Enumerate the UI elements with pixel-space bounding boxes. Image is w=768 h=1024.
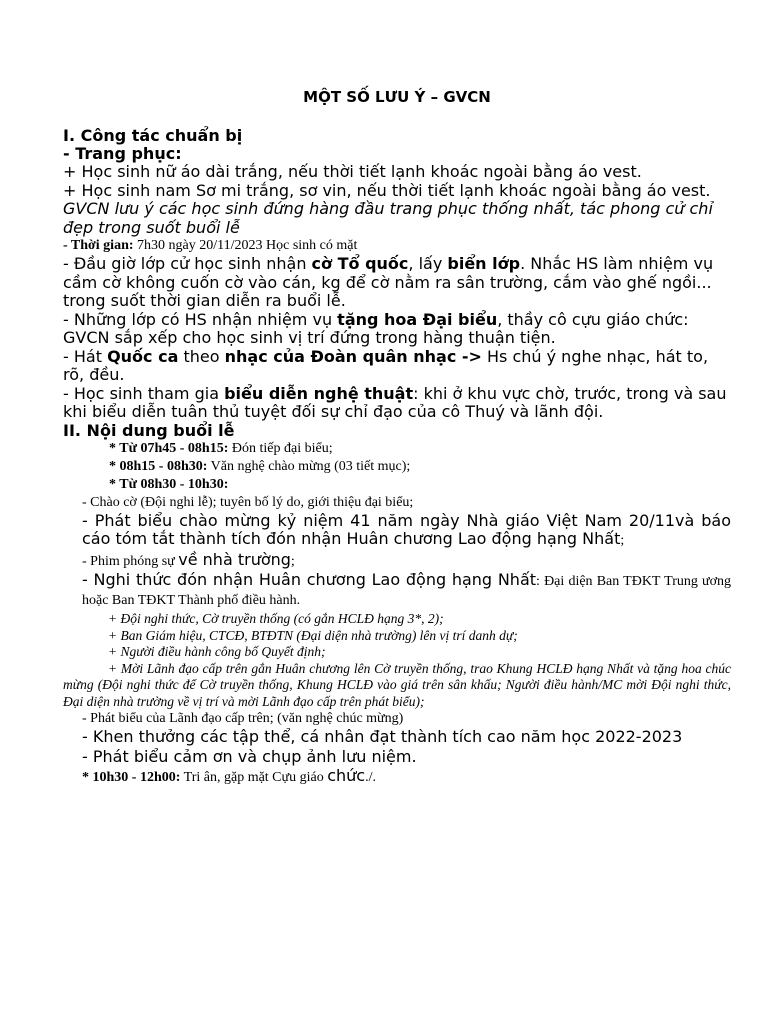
speech-end: ; [620, 533, 625, 548]
item-leader-speech: - Phát biểu của Lãnh đạo cấp trên; (văn nghệ chúc mừng) [82, 711, 404, 726]
alumni-text-1: Tri ân, gặp mặt Cựu giáo [180, 770, 328, 785]
item-documentary [63, 551, 731, 572]
perf-text-2: : khi ở khu vực chờ, trước, trong và sau khi biểu diễn tuân thủ tuyệt đối sự chỉ đạo của cô Thuý và lãnh đội. [63, 383, 727, 421]
flag-text-3: . Nhắc HS làm nhiệm vụ cầm cờ không cuốn cờ vào cán, kg để cờ nằm ra sân trường, cắm vào ghế ngồi... trong suốt thời gian diễn ra buổi lễ. [63, 254, 714, 310]
schedule-text: Văn nghệ chào mừng (03 tiết mục); [207, 458, 411, 474]
item-thanks: - Phát biểu cảm ơn và chụp ảnh lưu niệm. [82, 746, 417, 766]
flag-bold-1: cờ Tổ quốc [311, 254, 409, 273]
flower-instruction [63, 311, 731, 348]
film-text-3: ; [290, 553, 295, 569]
time-value: 7h30 ngày 20/11/2023 Học sinh có mặt [133, 238, 358, 253]
anthem-text-3: Hs chú ý nghe nhạc, hát to, rõ, đều. [63, 346, 709, 384]
ceremony-text-1: - Nghi thức đón nhận Huân chương Lao động hạng Nhất [82, 570, 537, 589]
dress-female-line: + Học sinh nữ áo dài trắng, nếu thời tiết lạnh khoác ngoài bằng áo vest. [63, 162, 642, 181]
section-heading-program: II. Nội dung buổi lễ [63, 420, 235, 440]
dress-heading: - Trang phục: [63, 144, 182, 163]
anthem-text-2: theo [178, 346, 225, 366]
ceremony-sub-3: + Người điều hành công bố Quyết định; [108, 644, 326, 659]
perf-text-1: - Học sinh tham gia [63, 383, 225, 403]
schedule-time: * Từ 07h45 - 08h15: [109, 440, 229, 456]
schedule-text: Đón tiếp đại biểu; [228, 440, 333, 456]
time-line [63, 237, 731, 255]
flower-bold-1: tặng hoa Đại biểu [337, 309, 498, 329]
anthem-instruction [63, 348, 731, 385]
flag-bold-2: biển lớp [447, 254, 521, 273]
schedule-alumni [63, 767, 731, 788]
anthem-text-1: - Hát [63, 346, 108, 366]
alumni-text-2: chức [327, 766, 366, 785]
item-awards: - Khen thưởng các tập thể, cá nhân đạt thành tích cao năm học 2022-2023 [82, 727, 683, 746]
time-label: - Thời gian: [63, 238, 134, 253]
item-medal-ceremony [63, 571, 731, 610]
anthem-bold-2: nhạc của Đoàn quân nhạc -> [224, 346, 482, 366]
film-text-2: về nhà trường [178, 549, 291, 569]
schedule-time: * 10h30 - 12h00: [82, 770, 181, 785]
ceremony-sub-4: + Mời Lãnh đạo cấp trên gắn Huân chương lên Cờ truyền thống, trao Khung HCLĐ hạng Nhất và tặng hoa chúc mừng (Đội nghi thức để Cờ truyền thống, Khung HCLĐ vào giá trên sân khấu; Người điều hành/MC mời Đội nghi thức, Đại diện nhà trường về vị trí và mời Lãnh đạo cấp trên phát biểu); [63, 660, 731, 709]
anthem-bold-1: Quốc ca [107, 346, 179, 366]
schedule-time: * Từ 08h30 - 10h30: [109, 476, 229, 492]
item-welcome-speech [63, 512, 731, 551]
ceremony-text-2: : Đại diện Ban TĐKT Trung ương hoặc Ban TĐKT Thành phố điều hành. [82, 574, 731, 608]
gvcn-note: GVCN lưu ý các học sinh đứng hàng đầu trang phục thống nhất, tác phong cử chỉ đẹp trong suốt buổi lễ [63, 199, 713, 237]
document-page [63, 84, 731, 788]
schedule-welcome [63, 440, 731, 458]
flower-text-2: , thầy cô cựu giáo chức: GVCN sắp xếp cho học sinh vị trí đứng trong hàng thuận tiện. [63, 309, 689, 347]
ceremony-sub-1: + Đội nghi thức, Cờ truyền thống (có gắn HCLĐ hạng 3*, 2); [108, 611, 444, 626]
flag-instruction [63, 255, 731, 311]
speech-text: - Phát biểu chào mừng kỷ niệm 41 năm ngày Nhà giáo Việt Nam 20/11và báo cáo tóm tắt thành tích đón nhận Huân chương Lao động hạng Nhất [82, 510, 731, 548]
dress-male-line: + Học sinh nam Sơ mi trắng, sơ vin, nếu thời tiết lạnh khoác ngoài bằng áo vest. [63, 180, 711, 200]
schedule-main [63, 476, 731, 494]
alumni-text-3: ./. [365, 770, 376, 785]
document-title: MỘT SỐ LƯU Ý – GVCN [303, 88, 491, 106]
schedule-time: * 08h15 - 08h30: [109, 458, 208, 474]
perf-bold-1: biểu diễn nghệ thuật [224, 383, 414, 403]
flag-text-2: , lấy [408, 254, 448, 273]
flag-text-1: - Đầu giờ lớp cử học sinh nhận [63, 254, 312, 273]
film-text-1: - Phim phóng sự [82, 553, 179, 569]
item-flag-salute: - Chào cờ (Đội nghi lễ); tuyên bố lý do, giới thiệu đại biểu; [82, 494, 414, 510]
performance-instruction [63, 385, 731, 422]
ceremony-sub-2: + Ban Giám hiệu, CTCĐ, BTĐTN (Đại diện nhà trường) lên vị trí danh dự; [108, 627, 518, 643]
schedule-performance [63, 458, 731, 476]
flower-text-1: - Những lớp có HS nhận nhiệm vụ [63, 309, 338, 329]
section-heading-preparation: I. Công tác chuẩn bị [63, 126, 243, 145]
